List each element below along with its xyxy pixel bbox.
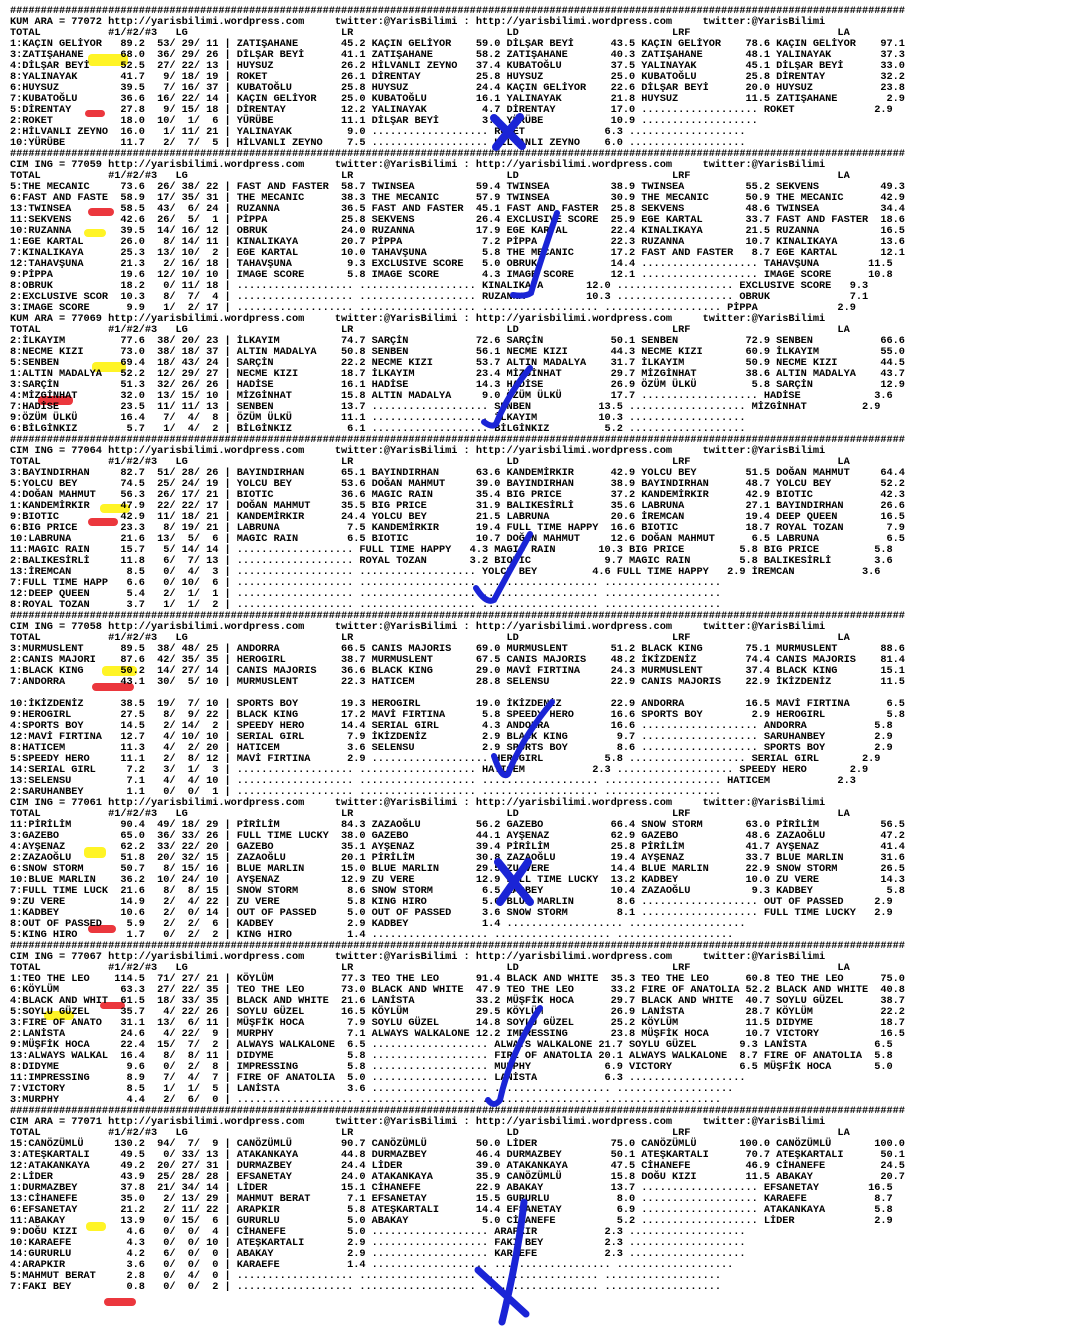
text-line: 5:KING HIRO 1.7 0/ 2/ 2 | KING HIRO 1.4 ................... ................... ................... (10, 929, 734, 941)
text-line: 5:SENBEN 69.4 18/ 43/ 24 | SARÇİN 22.2 NECME KIZI 53.7 ALTIN MADALYA 31.7 İLKAYIM 50.9 NECME KIZI 44.5 (10, 357, 905, 369)
text-line: 6:EFSANETAY 21.2 2/ 11/ 22 | ARAPKIR 5.8 ATEŞKARTALI 14.4 EFSANETAY 6.9 ................... ATAKANKAYA 5.8 (10, 1204, 893, 1216)
text-line: CIM ING = 77061 http://yarisbilimi.wordpress.com twitter:@YarisBilimi : http://yarisbilimi.wordpress.com twitter:@YarisBilimi (10, 797, 826, 809)
text-line: 12:DEEP QUEEN 5.4 2/ 1/ 1 | ................... ................... ................... ................... (10, 588, 721, 600)
text-line: CIM ING = 77059 http://yarisbilimi.wordpress.com twitter:@YarisBilimi : http://yarisbilimi.wordpress.com twitter:@YarisBilimi (10, 159, 826, 171)
text-line: 4:DOĞAN MAHMUT 56.3 26/ 17/ 21 | BIOTIC 36.6 MAGIC RAIN 35.4 BIG PRICE 37.2 KANDEMİRKIR 42.9 BIOTIC 42.3 (10, 489, 905, 501)
text-line: 2:BALIKESİRLİ 11.8 6/ 7/ 13 | ................... ROYAL TOZAN 3.2 BIOTIC 9.7 MAGIC RAIN 5.8 BALIKESİRLİ 3.6 (10, 555, 893, 567)
text-line: 5:SPEEDY HERO 11.1 2/ 8/ 12 | MAVİ FIRTINA 2.9 ................... HEROGIRL 5.8 ................... SERIAL GIRL 2.9 (10, 753, 881, 765)
text-line: 14:GURURLU 4.2 6/ 0/ 0 | ABAKAY 2.9 ................... KARAEFE 2.3 ................... (10, 1248, 746, 1260)
text-line: CIM ARA = 77071 http://yarisbilimi.wordpress.com twitter:@YarisBilimi : http://yarisbilimi.wordpress.com twitter:@YarisBilimi (10, 1116, 826, 1128)
text-line: 7:FULL TIME HAPP 6.6 0/ 10/ 6 | ................... ................... ................... ................... (10, 577, 721, 589)
text-line: 9:PİPPA 19.6 12/ 10/ 10 | IMAGE SCORE 5.8 IMAGE SCORE 4.3 IMAGE SCORE 12.1 ................... IMAGE SCORE 10.8 (10, 269, 893, 281)
text-line: 6:HUYSUZ 39.5 7/ 16/ 37 | KUBATOĞLU 25.8 HUYSUZ 24.4 KAÇIN GELİYOR 22.6 DİLŞAR BEYİ 20.0 HUYSUZ 23.8 (10, 82, 905, 94)
text-line: 8:ROYAL TOZAN 3.7 1/ 1/ 2 | ................... ................... ................... ................... (10, 599, 721, 611)
text-line: 2:ZAZAOĞLU 51.8 20/ 32/ 15 | ZAZAOĞLU 20.1 PİRİLİM 30.8 ZAZAOĞLU 19.4 AYŞENAZ 33.7 BLUE MARLIN 31.6 (10, 852, 905, 864)
text-line: 7:KUBATOĞLU 36.6 16/ 22/ 14 | KAÇIN GELİYOR 25.0 KUBATOĞLU 16.1 YALINAYAK 21.8 HUYSUZ 11.5 ZATIŞAHANE 2.9 (10, 93, 905, 105)
text-line: 4:ARAPKIR 3.6 0/ 0/ 0 | KARAEFE 1.4 ................... ................... ................... (10, 1259, 734, 1271)
text-line: 6:FAST AND FASTE 58.9 17/ 35/ 31 | THE MECANIC 38.3 THE MECANIC 57.9 TWINSEA 30.9 THE MECANIC 50.9 THE MECANIC 42.9 (10, 192, 905, 204)
text-line: TOTAL #1/#2/#3 LG LR LD LRF LA (10, 1127, 850, 1139)
text-line: 2:EXCLUSIVE SCOR 10.3 8/ 7/ 4 | ................... ................... RUZANNA 10.3 ................... OBRUK 7.1 (10, 291, 869, 303)
text-line: 6:BIG PRICE 23.3 8/ 19/ 21 | LABRUNA 7.5 KANDEMİRKIR 19.4 FULL TIME HAPPY 16.6 BIOTIC 18.7 ROYAL TOZAN 7.9 (10, 522, 905, 534)
text-line: 7:FULL TIME LUCK 21.6 8/ 8/ 15 | SNOW STORM 8.6 SNOW STORM 6.5 KADBEY 10.4 ZAZAOĞLU 9.3 KADBEY 5.8 (10, 885, 905, 897)
text-line: 4:AYŞENAZ 62.2 33/ 22/ 20 | GAZEBO 35.1 AYŞENAZ 39.4 PİRİLİM 25.8 PİRİLİM 41.7 AYŞENAZ 41.4 (10, 841, 905, 853)
text-line: 6:BİLGİNKIZ 5.7 1/ 4/ 2 | BİLGİNKIZ 6.1 ................... BİLGİNKIZ 5.2 ................... (10, 423, 746, 435)
text-line: 3:IMAGE SCORE 9.9 1/ 2/ 17 | ................... ................... ................... ................... PİPPA 2.9 (10, 302, 856, 314)
text-line: 1:KANDEMİRKIR 47.9 22/ 22/ 17 | DOĞAN MAHMUT 35.5 BIG PRICE 31.9 BALIKESİRLİ 35.6 LABRUNA 27.1 BAYINDIRHAN 26.6 (10, 500, 905, 512)
text-line: 5:THE MECANIC 73.6 26/ 38/ 22 | FAST AND FASTER 58.7 TWINSEA 59.4 TWINSEA 38.9 TWINSEA 55.2 SEKVENS 49.3 (10, 181, 905, 193)
check-mark-icon (480, 1004, 550, 1110)
text-line: 15:CANÖZÜMLÜ 130.2 94/ 7/ 9 | CANÖZÜMLÜ 90.7 CANÖZÜMLÜ 50.0 LİDER 75.0 CANÖZÜMLÜ 100.0 CANÖZÜMLÜ 100.0 (10, 1138, 905, 1150)
check-mark-icon (478, 364, 538, 434)
text-line: 9:HEROGIRL 27.5 8/ 9/ 22 | BLACK KING 17.2 MAVİ FIRTINA 5.8 SPEEDY HERO 16.6 SPORTS BOY 2.9 HEROGIRL 5.8 (10, 709, 905, 721)
text-line: TOTAL #1/#2/#3 LG LR LD LRF LA (10, 27, 850, 39)
text-line: 10:İKİZDENİZ 38.5 19/ 7/ 10 | SPORTS BOY 19.3 HEROGIRL 19.0 İKİZDENİZ 22.9 ANDORRA 16.5 MAVİ FIRTINA 6.5 (10, 698, 905, 710)
text-line: 13:ALWAYS WALKAL 16.4 8/ 8/ 11 | DIDYME 5.8 ................... FIRE OF ANATOLIA 20.1 ALWAYS WALKALONE 8.7 FIRE OF ANATOLIA 5.8 (10, 1050, 893, 1062)
text-line: KUM ARA = 77072 http://yarisbilimi.wordpress.com twitter:@YarisBilimi : http://yarisbilimi.wordpress.com twitter:@YarisBilimi (10, 16, 826, 28)
cross-mark-icon (488, 112, 528, 152)
separator-line: ################################################################################################################################################## (10, 434, 905, 446)
text-line: 3:FIRE OF ANATO 31.1 13/ 6/ 11 | MÜŞFİK HOCA 7.9 SOYLU GÜZEL 14.8 SOYLU GÜZEL 25.2 KÖYLÜM 11.5 DIDYME 18.7 (10, 1017, 905, 1029)
text-line: 5:YOLCU BEY 74.5 25/ 24/ 19 | YOLCU BEY 53.6 DOĞAN MAHMUT 39.0 BAYINDIRHAN 38.9 BAYINDIRHAN 48.7 YOLCU BEY 52.2 (10, 478, 905, 490)
text-line: 8:OUT OF PASSED 5.9 2/ 2/ 6 | KADBEY 2.9 KADBEY 1.4 ................... ................... (10, 918, 746, 930)
text-line: 2:LANİSTA 24.6 4/ 22/ 9 | MURPHY 7.1 ALWAYS WALKALONE 12.2 IMPRESSING 23.8 MÜŞFİK HOCA 10.7 VICTORY 16.5 (10, 1028, 905, 1040)
text-line: 1:DURMAZBEY 37.8 21/ 34/ 14 | LİDER 15.1 CİHANEFE 22.9 ABAKAY 13.7 ................... EFSANETAY 16.5 (10, 1182, 893, 1194)
text-line: 1:BLACK KING 50.2 14/ 27/ 14 | CANIS MAJORIS 36.6 BLACK KING 29.0 MAVİ FIRTINA 24.3 MURMUSLENT 37.4 BLACK KING 15.1 (10, 665, 905, 677)
text-line: 1:EGE KARTAL 26.0 8/ 14/ 11 | KINALIKAYA 20.7 PİPPA 7.2 PİPPA 22.3 RUZANNA 10.7 KINALIKAYA 13.6 (10, 236, 905, 248)
text-line: 4:BLACK AND WHIT 61.5 18/ 33/ 35 | BLACK AND WHITE 21.6 LANİSTA 33.2 MÜŞFİK HOCA 29.7 BLACK AND WHITE 40.7 SOYLU GÜZEL 38.7 (10, 995, 905, 1007)
text-line: 10:KARAEFE 4.3 0/ 0/ 10 | ATEŞKARTALI 2.9 ................... FAKI BEY 2.3 ................... (10, 1237, 746, 1249)
text-line: 12:MAVİ FIRTINA 12.7 4/ 10/ 10 | SERIAL GIRL 7.9 İKİZDENİZ 2.9 BLACK KING 9.7 ................... SARUHANBEY 2.9 (10, 731, 893, 743)
text-line: 11:ABAKAY 13.9 0/ 15/ 6 | GURURLU 5.0 ABAKAY 5.0 CİHANEFE 5.2 ................... LİDER 2.9 (10, 1215, 893, 1227)
check-mark-icon (505, 205, 565, 305)
text-line: 8:YALINAYAK 41.7 9/ 18/ 19 | ROKET 26.1 DİRENTAY 25.8 HUYSUZ 25.0 KUBATOĞLU 25.8 DİRENTAY 32.2 (10, 71, 905, 83)
text-line: 2:CANIS MAJORI 87.6 42/ 35/ 35 | HEROGIRL 38.7 MURMUSLENT 67.5 CANIS MAJORIS 48.2 İKİZDENİZ 74.4 CANIS MAJORIS 81.4 (10, 654, 905, 666)
text-line: 3:GAZEBO 65.0 36/ 33/ 26 | FULL TIME LUCKY 38.0 GAZEBO 44.1 AYŞENAZ 62.9 GAZEBO 48.6 ZAZAOĞLU 47.2 (10, 830, 905, 842)
text-line: 1:ALTIN MADALYA 52.2 12/ 29/ 27 | NECME KIZI 18.7 İLKAYIM 23.4 MİZGİNHAT 29.7 MİZGİNHAT 38.6 ALTIN MADALYA 43.7 (10, 368, 905, 380)
text-line: 3:BAYINDIRHAN 82.7 51/ 28/ 26 | BAYINDIRHAN 65.1 BAYINDIRHAN 63.6 KANDEMİRKIR 42.9 YOLCU BEY 51.5 DOĞAN MAHMUT 64.4 (10, 467, 905, 479)
text-line: 2:İLKAYIM 77.6 38/ 20/ 23 | İLKAYIM 74.7 SARÇİN 72.6 SARÇİN 50.1 SENBEN 72.9 SENBEN 66.6 (10, 335, 905, 347)
text-line: 7:HADİSE 23.5 11/ 11/ 13 | SENBEN 13.7 ................... SENBEN 13.5 ................... MİZGİNHAT 2.9 (10, 401, 881, 413)
text-line: 3:ATEŞKARTALI 49.5 0/ 33/ 13 | ATAKANKAYA 44.8 DURMAZBEY 46.4 DURMAZBEY 50.1 ATEŞKARTALI 70.7 ATEŞKARTALI 50.1 (10, 1149, 905, 1161)
text-line: 11:SEKVENS 42.6 26/ 5/ 1 | PİPPA 25.8 SEKVENS 26.4 EXCLUSIVE SCORE 25.9 EGE KARTAL 33.7 FAST AND FASTER 18.6 (10, 214, 905, 226)
text-line: 2:HİLVANLI ZEYNO 16.0 1/ 11/ 21 | YALINAYAK 9.0 ................... ROKET 6.3 ................... (10, 126, 746, 138)
text-line: 2:ROKET 18.0 10/ 1/ 6 | YÜRÜBE 11.1 DİLŞAR BEYİ 3.6 YÜRÜBE 10.9 ................... (10, 115, 758, 127)
red-highlight (104, 1298, 136, 1306)
text-line: TOTAL #1/#2/#3 LG LR LD LRF LA (10, 170, 850, 182)
text-line: 7:VICTORY 8.5 1/ 1/ 5 | LANİSTA 3.6 ................... ................... ................... (10, 1083, 734, 1095)
text-line: 5:MAHMUT BERAT 2.8 0/ 4/ 0 | ................... ................... ................... ................... (10, 1270, 721, 1282)
text-line: 10:YÜRÜBE 11.7 2/ 7/ 5 | HİLVANLI ZEYNO 7.5 ................... HİLVANLI ZEYNO 6.0 ................... (10, 137, 746, 149)
text-line: 9:DOĞU KIZI 4.6 0/ 0/ 4 | CİHANEFE 5.0 ................... ARAPKIR 2.3 ................... (10, 1226, 746, 1238)
check-mark-icon (490, 698, 560, 788)
text-line: 9:BIOTIC 42.9 11/ 18/ 21 | KANDEMİRKIR 24.4 YOLCU BEY 21.5 LABRUNA 20.6 İREMCAN 19.4 DEEP QUEEN 16.5 (10, 511, 905, 523)
text-line: 6:KÖYLÜM 63.3 27/ 22/ 35 | TEO THE LEO 73.0 BLACK AND WHITE 47.9 TEO THE LEO 33.2 FIRE OF ANATOLIA 52.2 BLACK AND WHITE 40.8 (10, 984, 905, 996)
cross-mark-icon (492, 856, 536, 908)
text-line: CIM ING = 77064 http://yarisbilimi.wordpress.com twitter:@YarisBilimi : http://yarisbilimi.wordpress.com twitter:@YarisBilimi (10, 445, 826, 457)
text-line: 13:TWINSEA 58.5 43/ 6/ 24 | RUZANNA 36.5 FAST AND FASTER 45.1 FAST AND FASTER 25.8 SEKVENS 48.6 TWINSEA 34.4 (10, 203, 905, 215)
text-line: 14:SERIAL GIRL 7.2 3/ 1/ 3 | ................... ................... HATICEM 2.3 ................... SPEEDY HERO 2.9 (10, 764, 869, 776)
separator-line: ################################################################################################################################################## (10, 1105, 905, 1117)
text-line: 7:KINALIKAYA 25.3 13/ 10/ 2 | EGE KARTAL 10.0 TAHAVŞUNA 5.8 THE MECANIC 17.2 FAST AND FASTER 8.7 EGE KARTAL 12.1 (10, 247, 905, 259)
text-line: 3:SARÇİN 51.3 32/ 26/ 26 | HADİSE 16.1 HADİSE 14.3 HADİSE 26.9 ÖZÜM ÜLKÜ 5.8 SARÇİN 12.9 (10, 379, 905, 391)
text-line: 8:DIDYME 9.6 0/ 2/ 8 | IMPRESSING 5.8 ................... MURPHY 6.9 VICTORY 6.5 MÜŞFİK HOCA 5.0 (10, 1061, 893, 1073)
text-line: 5:DİRENTAY 27.8 9/ 15/ 18 | DİRENTAY 12.2 YALINAYAK 4.7 DİRENTAY 17.0 ................... ROKET 2.9 (10, 104, 893, 116)
text-line: 4:SPORTS BOY 14.5 2/ 14/ 2 | SPEEDY HERO 14.4 SERIAL GIRL 4.3 ANDORRA 16.6 ................... ANDORRA 5.8 (10, 720, 893, 732)
separator-line: ################################################################################################################################################## (10, 610, 905, 622)
text-line: 10:BLUE MARLIN 36.2 10/ 24/ 10 | AYŞENAZ 12.9 ZU VERE 12.9 FULL TIME LUCKY 13.2 KADBEY 10.0 ZU VERE 14.3 (10, 874, 905, 886)
separator-line: ################################################################################################################################################## (10, 940, 905, 952)
text-line: TOTAL #1/#2/#3 LG LR LD LRF LA (10, 632, 850, 644)
text-line: 7:FAKI BEY 0.8 0/ 0/ 2 | ................... ................... ................... ................... (10, 1281, 721, 1293)
text-line: 4:MİZGİNHAT 32.0 13/ 15/ 10 | MİZGİNHAT 15.8 ALTIN MADALYA 9.0 ÖZÜM ÜLKÜ 17.7 ................... HADİSE 3.6 (10, 390, 893, 402)
text-line: 9:MÜŞFİK HOCA 22.4 15/ 7/ 2 | ALWAYS WALKALONE 6.5 ................... ALWAYS WALKALONE 21.7 SOYLU GÜZEL 9.3 LANİSTA 6.5 (10, 1039, 893, 1051)
cross-mark-icon (472, 1196, 536, 1326)
text-line: 13:SELENSU 7.1 4/ 4/ 10 | ................... ................... ................... ................... HATICEM 2.3 (10, 775, 856, 787)
text-line: 12:ATAKANKAYA 49.2 20/ 27/ 31 | DURMAZBEY 24.4 LİDER 39.0 ATAKANKAYA 47.5 CİHANEFE 46.9 CİHANEFE 24.5 (10, 1160, 905, 1172)
text-line: 11:IMPRESSING 8.9 7/ 4/ 7 | FIRE OF ANATOLIA 5.0 ................... LANİSTA 6.3 ................... (10, 1072, 746, 1084)
text-line: CIM ING = 77067 http://yarisbilimi.wordpress.com twitter:@YarisBilimi : http://yarisbilimi.wordpress.com twitter:@YarisBilimi (10, 951, 826, 963)
text-line: TOTAL #1/#2/#3 LG LR LD LRF LA (10, 324, 850, 336)
text-line: 13:CİHANEFE 35.0 2/ 13/ 29 | MAHMUT BERAT 7.1 EFSANETAY 15.5 GURURLU 8.0 ................... KARAEFE 8.7 (10, 1193, 893, 1205)
text-line: 2:LİDER 43.9 25/ 28/ 28 | EFSANETAY 24.0 ATAKANKAYA 35.9 CANÖZÜMLÜ 15.8 DOĞU KIZI 11.5 ABAKAY 20.7 (10, 1171, 905, 1183)
text-line: 8:NECME KIZI 73.0 38/ 18/ 37 | ALTIN MADALYA 50.8 SENBEN 56.1 NECME KIZI 44.3 NECME KIZI 60.9 İLKAYIM 55.0 (10, 346, 905, 358)
text-line: 12:TAHAVŞUNA 21.3 2/ 16/ 18 | TAHAVŞUNA 9.3 EXCLUSIVE SCORE 5.0 OBRUK 14.4 ................... TAHAVŞUNA 11.5 (10, 258, 893, 270)
text-line: 8:OBRUK 18.2 0/ 11/ 18 | ................... ................... KINALIKAYA 12.0 ................... EXCLUSIVE SCORE 9.3 (10, 280, 869, 292)
text-line: 11:PİRİLİM 90.4 49/ 18/ 29 | PİRİLİM 84.3 ZAZAOĞLU 56.2 GAZEBO 66.4 SNOW STORM 63.0 PİRİLİM 56.5 (10, 819, 905, 831)
text-line: 3:MURPHY 4.4 2/ 6/ 0 | ................... ................... ................... ................... (10, 1094, 721, 1106)
race-stats-printout (10, 6, 905, 1293)
text-line: 8:HATICEM 11.3 4/ 2/ 20 | HATICEM 3.6 SELENSU 2.9 SPORTS BOY 8.6 ................... SPORTS BOY 2.9 (10, 742, 893, 754)
text-line: CIM ING = 77058 http://yarisbilimi.wordpress.com twitter:@YarisBilimi : http://yarisbilimi.wordpress.com twitter:@YarisBilimi (10, 621, 826, 633)
text-line: 1:KAÇIN GELİYOR 89.2 53/ 29/ 11 | ZATIŞAHANE 45.2 KAÇIN GELİYOR 59.0 DİLŞAR BEYİ 43.5 KAÇIN GELİYOR 78.6 KAÇIN GELİYOR 97.1 (10, 38, 905, 50)
text-line: TOTAL #1/#2/#3 LG LR LD LRF LA (10, 808, 850, 820)
text-line: 1:TEO THE LEO 114.5 71/ 27/ 21 | KÖYLÜM 77.3 TEO THE LEO 91.4 BLACK AND WHITE 35.3 TEO THE LEO 60.8 TEO THE LEO 75.0 (10, 973, 905, 985)
text-line: TOTAL #1/#2/#3 LG LR LD LRF LA (10, 962, 850, 974)
text-line: 7:ANDORRA 43.1 30/ 5/ 10 | MURMUSLENT 22.3 HATICEM 28.8 SELENSU 22.9 CANIS MAJORIS 22.9 İKİZDENİZ 11.5 (10, 676, 905, 688)
text-line: 5:SOYLU GÜZEL 35.7 4/ 22/ 26 | SOYLU GÜZEL 16.5 KÖYLÜM 29.5 KÖYLÜM 26.9 LANİSTA 28.7 KÖYLÜM 22.2 (10, 1006, 905, 1018)
separator-line: ################################################################################################################################################## (10, 5, 905, 17)
text-line: 2:SARUHANBEY 1.1 0/ 0/ 1 | ................... ................... ................... ................... (10, 786, 721, 798)
text-line: 3:ZATIŞAHANE 68.0 36/ 29/ 26 | DİLŞAR BEYİ 41.1 ZATIŞAHANE 58.2 ZATIŞAHANE 40.3 ZATIŞAHANE 48.1 YALINAYAK 37.3 (10, 49, 905, 61)
text-line: 9:ZU VERE 14.9 2/ 4/ 22 | ZU VERE 5.8 KING HIRO 5.0 BLUE MARLIN 8.6 ................... OUT OF PASSED 2.9 (10, 896, 893, 908)
separator-line: ################################################################################################################################################## (10, 148, 905, 160)
text-line: 10:LABRUNA 21.6 13/ 5/ 6 | MAGIC RAIN 6.5 BIOTIC 10.7 DOĞAN MAHMUT 12.6 DOĞAN MAHMUT 6.5 LABRUNA 6.5 (10, 533, 905, 545)
text-line: 1:KADBEY 10.6 2/ 0/ 14 | OUT OF PASSED 5.0 OUT OF PASSED 3.6 SNOW STORM 8.1 ................... FULL TIME LUCKY 2.9 (10, 907, 893, 919)
text-line: 4:DİLŞAR BEYİ 52.5 27/ 22/ 13 | HUYSUZ 26.2 HİLVANLI ZEYNO 37.4 KUBATOĞLU 37.5 YALINAYAK 45.1 DİLŞAR BEYİ 33.0 (10, 60, 905, 72)
text-line: 10:RUZANNA 39.5 14/ 16/ 12 | OBRUK 24.0 RUZANNA 17.9 EGE KARTAL 22.4 KINALIKAYA 21.5 RUZANNA 16.5 (10, 225, 905, 237)
text-line: 3:MURMUSLENT 89.5 38/ 48/ 25 | ANDORRA 66.5 CANIS MAJORIS 69.0 MURMUSLENT 51.2 BLACK KING 75.1 MURMUSLENT 88.6 (10, 643, 905, 655)
text-line: 6:SNOW STORM 50.7 8/ 15/ 16 | BLUE MARLIN 15.0 BLUE MARLIN 29.5 ZU VERE 14.4 BLUE MARLIN 22.9 SNOW STORM 26.5 (10, 863, 905, 875)
text-line: 9:ÖZÜM ÜLKÜ 16.4 7/ 4/ 8 | ÖZÜM ÜLKÜ 11.1 ................... İLKAYIM 10.3 ................... (10, 412, 746, 424)
text-line: TOTAL #1/#2/#3 LG LR LD LRF LA (10, 456, 850, 468)
text-line: 13:İREMCAN 8.5 0/ 4/ 3 | ................... ................... YOLCU BEY 4.6 FULL TIME HAPPY 2.9 İREMCAN 3.6 (10, 566, 881, 578)
check-mark-icon (470, 530, 540, 610)
text-line: 11:MAGIC RAIN 15.7 5/ 14/ 14 | ................... FULL TIME HAPPY 4.3 MAGIC RAIN 10.3 BIG PRICE 5.8 BIG PRICE 5.8 (10, 544, 893, 556)
text-line: KUM ARA = 77069 http://yarisbilimi.wordpress.com twitter:@YarisBilimi : http://yarisbilimi.wordpress.com twitter:@YarisBilimi (10, 313, 826, 325)
